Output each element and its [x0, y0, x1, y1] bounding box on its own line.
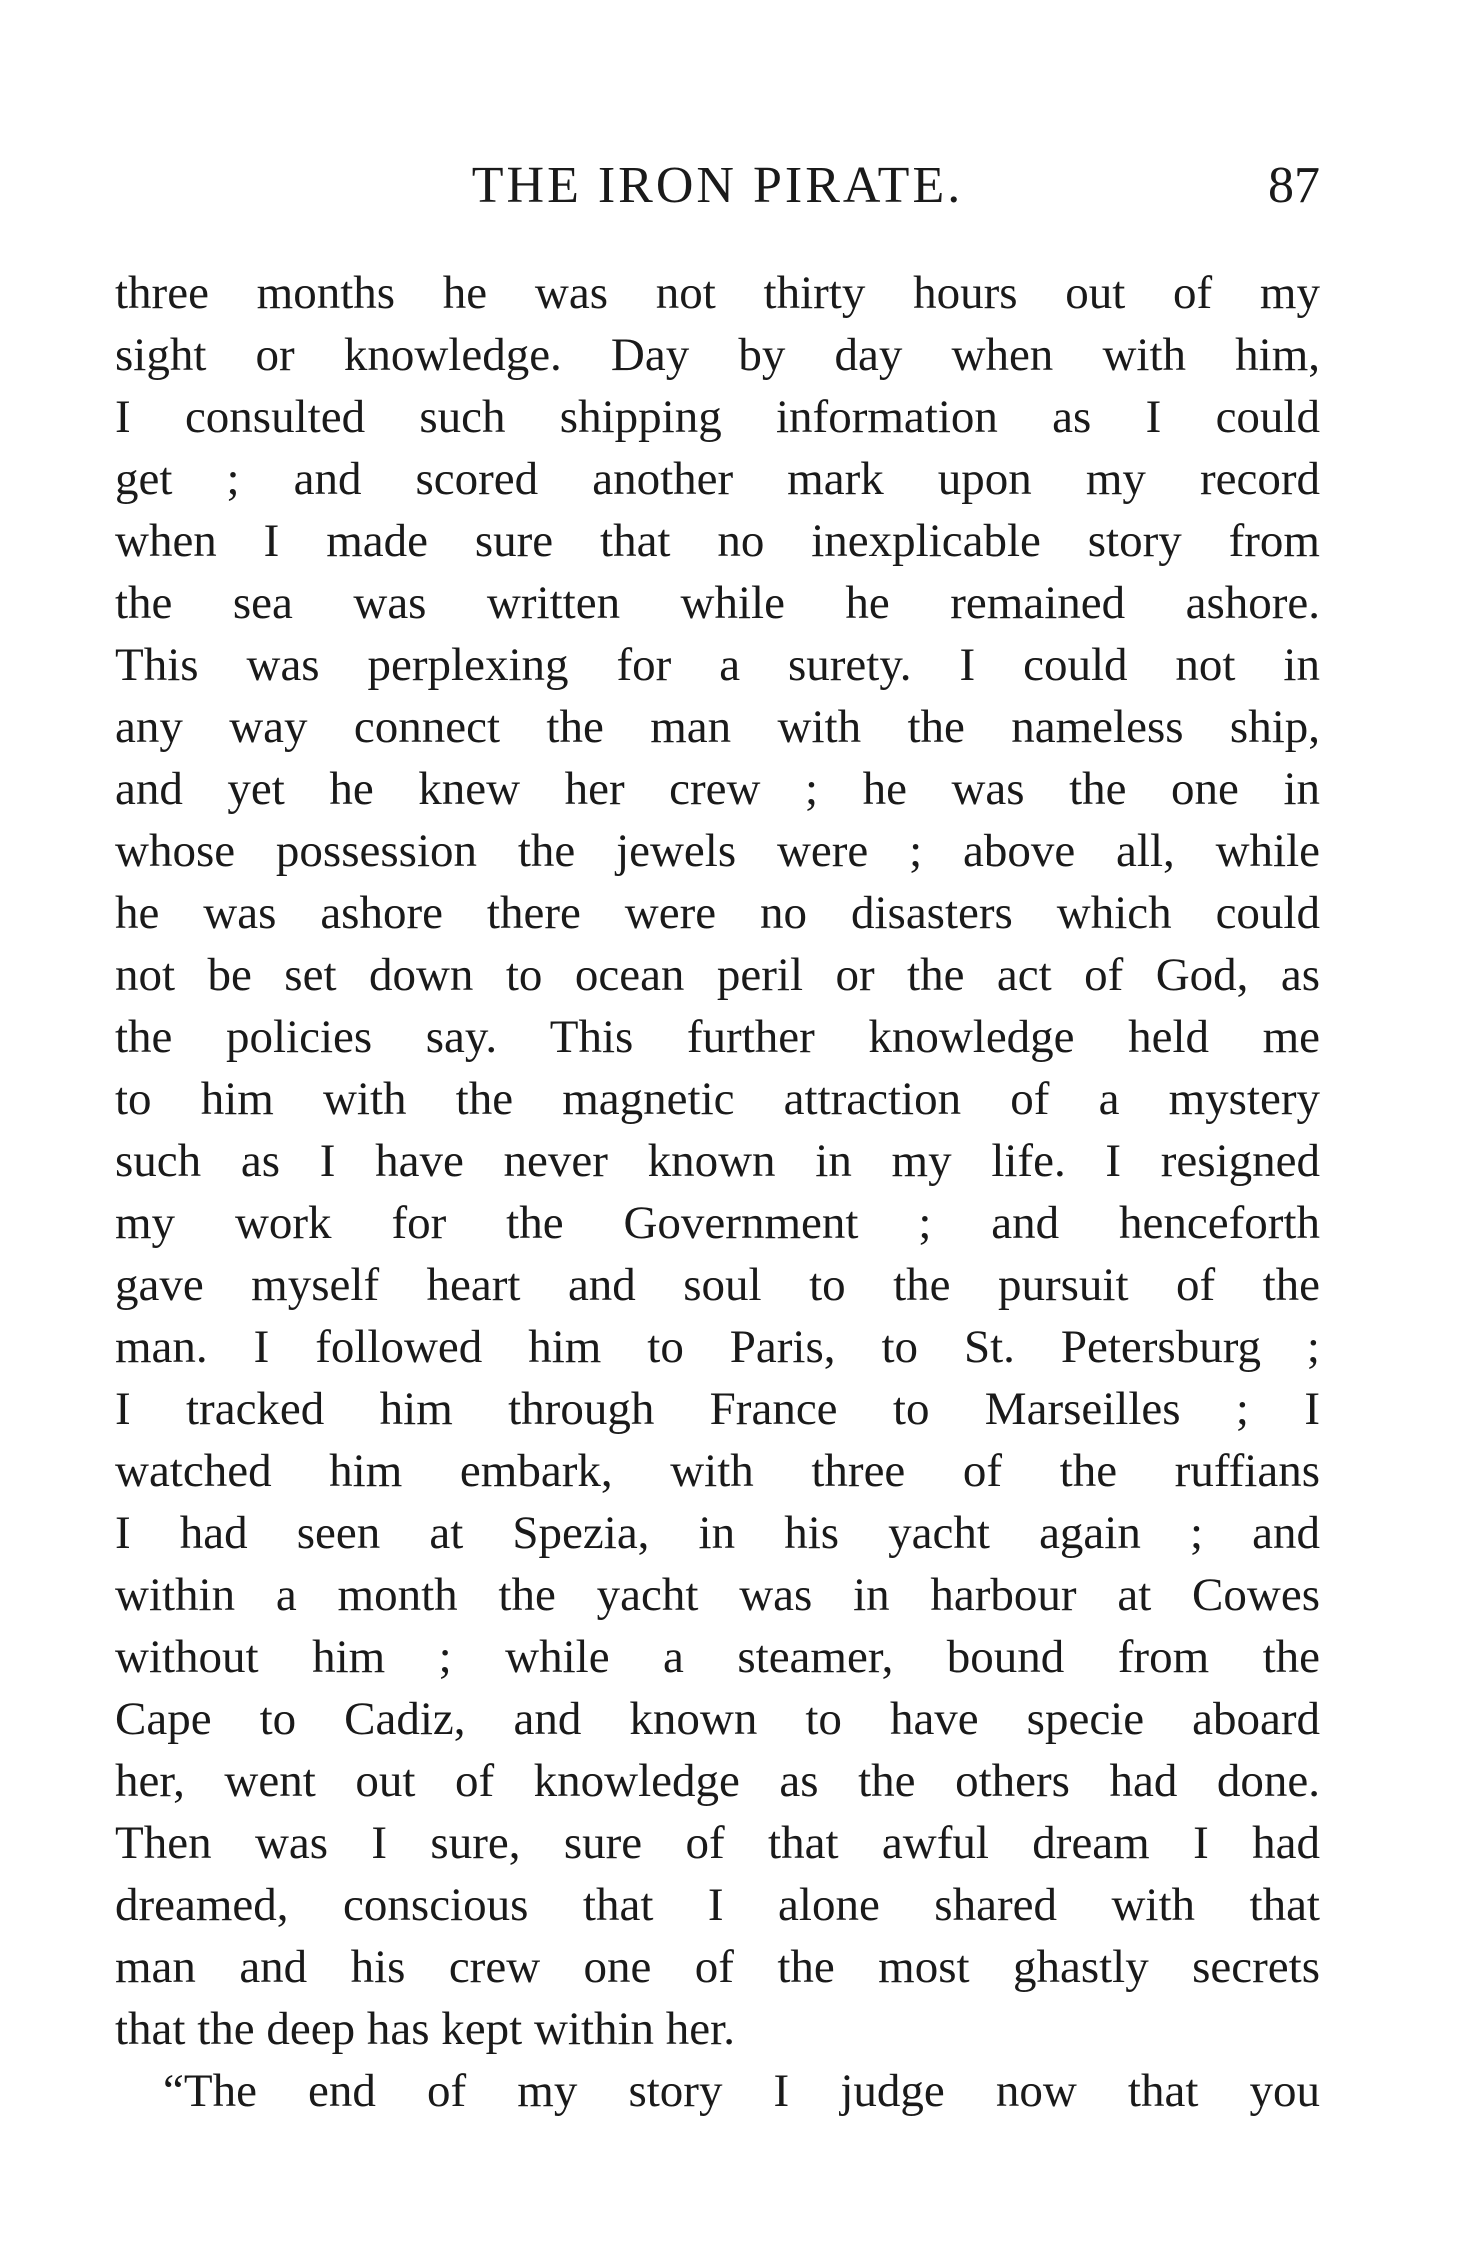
text-line: the policies say. This further knowledge held me — [115, 1011, 1320, 1063]
text-line: Then was I sure, sure of that awful dream I had — [115, 1817, 1320, 1869]
text-line: dreamed, conscious that I alone shared with that — [115, 1879, 1320, 1931]
text-line: This was perplexing for a surety. I could not in — [115, 639, 1320, 691]
text-line: within a month the yacht was in harbour at Cowes — [115, 1569, 1320, 1621]
text-line: to him with the magnetic attraction of a mystery — [115, 1073, 1320, 1125]
text-line: get ; and scored another mark upon my record — [115, 453, 1320, 505]
text-line: gave myself heart and soul to the pursuit of the — [115, 1259, 1320, 1311]
text-line-paragraph-start: “The end of my story I judge now that you — [163, 2065, 1320, 2117]
running-title: THE IRON PIRATE. — [471, 157, 964, 214]
text-line: such as I have never known in my life. I resigned — [115, 1135, 1320, 1187]
text-line: I consulted such shipping information as I could — [115, 391, 1320, 443]
running-head — [115, 150, 1320, 222]
text-line: the sea was written while he remained ashore. — [115, 577, 1320, 629]
text-line: he was ashore there were no disasters which could — [115, 887, 1320, 939]
text-line: man. I followed him to Paris, to St. Petersburg ; — [115, 1321, 1320, 1373]
text-line: not be set down to ocean peril or the act of God, as — [115, 949, 1320, 1001]
text-line: my work for the Government ; and henceforth — [115, 1197, 1320, 1249]
text-line: any way connect the man with the nameless ship, — [115, 701, 1320, 753]
body-text — [115, 262, 1320, 2122]
text-line: Cape to Cadiz, and known to have specie aboard — [115, 1693, 1320, 1745]
text-line: I tracked him through France to Marseilles ; I — [115, 1383, 1320, 1435]
text-line: without him ; while a steamer, bound from the — [115, 1631, 1320, 1683]
text-line: three months he was not thirty hours out of my — [115, 267, 1320, 319]
text-line: whose possession the jewels were ; above all, while — [115, 825, 1320, 877]
text-line: man and his crew one of the most ghastly secrets — [115, 1941, 1320, 1993]
text-line: sight or knowledge. Day by day when with him, — [115, 329, 1320, 381]
text-line: and yet he knew her crew ; he was the one in — [115, 763, 1320, 815]
page-number: 87 — [1268, 157, 1320, 214]
text-line: when I made sure that no inexplicable story from — [115, 515, 1320, 567]
text-line: her, went out of knowledge as the others had done. — [115, 1755, 1320, 1807]
text-line-paragraph-end: that the deep has kept within her. — [115, 2003, 735, 2055]
text-line: watched him embark, with three of the ruffians — [115, 1445, 1320, 1497]
text-line: I had seen at Spezia, in his yacht again ; and — [115, 1507, 1320, 1559]
